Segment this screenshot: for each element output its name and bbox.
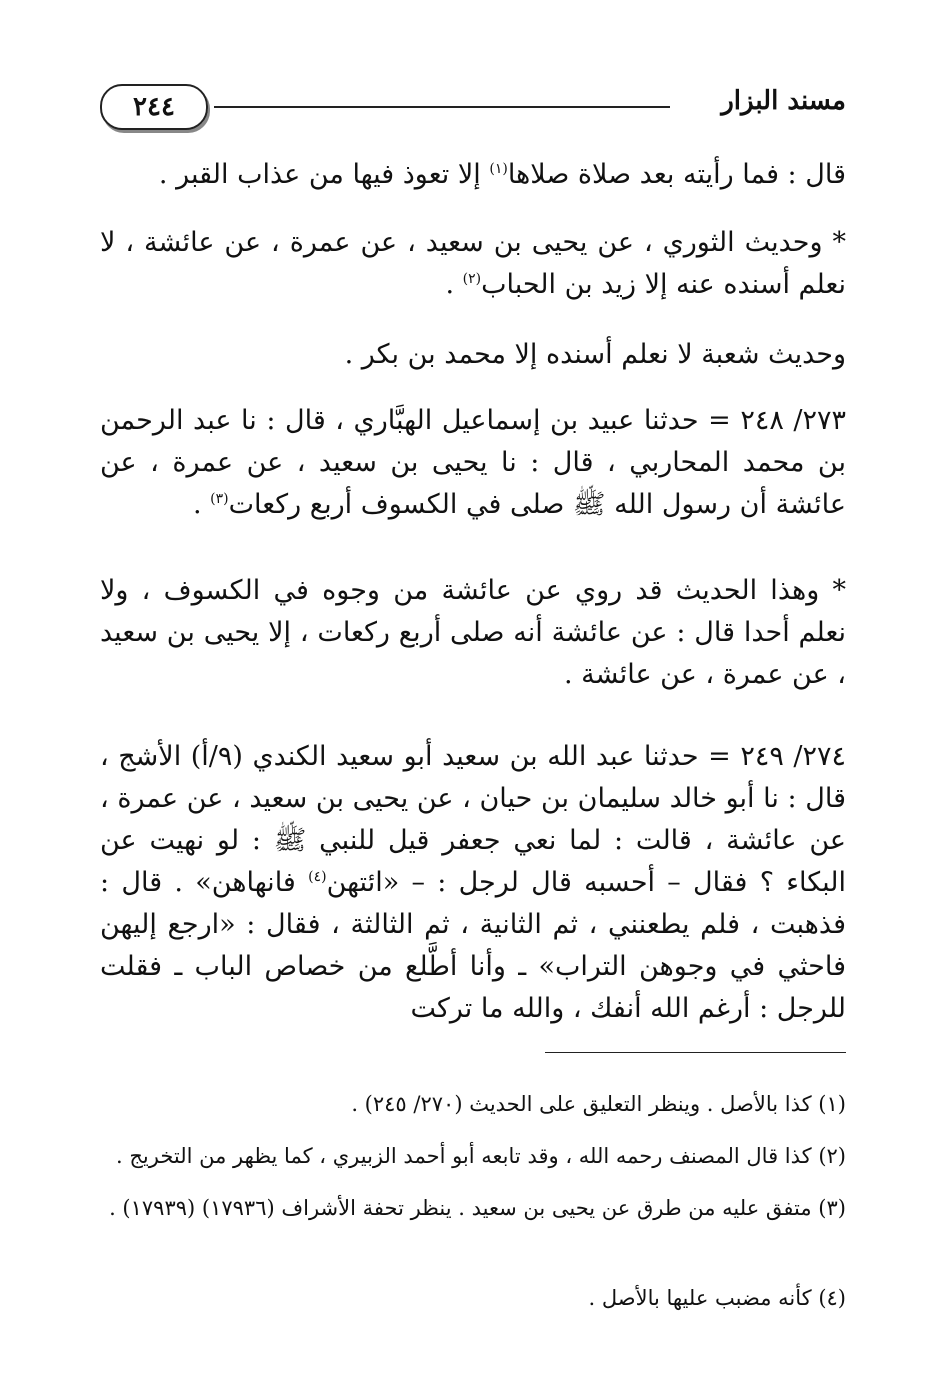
page-header: [100, 78, 846, 134]
running-title: مسند البزار: [721, 86, 846, 116]
page-number-badge: [100, 84, 208, 130]
footnote-marker: (١): [489, 161, 508, 177]
page-number: ٢٤٤: [133, 92, 175, 122]
paragraph-text: * وحديث الثوري ، عن يحيى بن سعيد ، عن عمرة ، عن عائشة ، لا نعلم أسنده عنه إلا زيد بن الحباب: [100, 227, 846, 300]
paragraph-1: [100, 154, 846, 196]
paragraph-text: قال : فما رأيته بعد صلاة صلاها: [507, 159, 846, 190]
paragraph-text: ٢٧٤/ ٢٤٩ = حدثنا عبد الله بن سعيد أبو سعيد الكندي (٩/أ) الأشج ، قال : نا أبو خالد سليمان بن حيان ، عن يحيى بن سعيد ، عن عمرة ، عن عائشة ، قالت : لما نعي جعفر قيل للنبي ﷺ : لو نهيت عن البكاء ؟ فقال – أحسبه قال لرجل : – «ائتهن: [100, 741, 847, 898]
paragraph-3: وحديث شعبة لا نعلم أسنده إلا محمد بن بكر .: [344, 339, 846, 370]
footnote-4: (٤) كأنه مضبب عليها بالأصل .: [588, 1286, 846, 1310]
header-rule: [214, 106, 670, 108]
paragraph-text: إلا تعوذ فيها من عذاب القبر .: [158, 159, 490, 190]
hadith-273: [100, 400, 846, 526]
paragraph-5: * وهذا الحديث قد روي عن عائشة من وجوه في الكسوف ، ولا نعلم أحدا قال : عن عائشة أنه صلى أربع ركعات ، إلا يحيى بن سعيد ، عن عمرة ، عن عائشة .: [100, 575, 846, 690]
hadith-274: [100, 736, 846, 1030]
footnote-marker: (٤): [308, 869, 327, 885]
paragraph-text: .: [192, 489, 211, 520]
paragraph-text: .: [445, 269, 463, 300]
footnote-separator: [545, 1052, 846, 1053]
paragraph-text: ٢٧٣/ ٢٤٨ = حدثنا عبيد بن إسماعيل الهبَّاري ، قال : نا عبد الرحمن بن محمد المحاربي ، قال : نا يحيى بن سعيد ، عن عمرة ، عن عائشة أن رسول الله ﷺ صلى في الكسوف أربع ركعات: [100, 405, 846, 520]
footnote-1: (١) كذا بالأصل . وينظر التعليق على الحديث (٢٧٠/ ٢٤٥) .: [351, 1092, 846, 1116]
footnote-marker: (٢): [462, 271, 482, 287]
paragraph-text: فانهاهن» . قال : فذهبت ، فلم يطعنني ، ثم الثانية ، ثم الثالثة ، فقال : «ارجع إليهن فاحثي في وجوهن التراب» ـ وأنا أطَّلع من خصاص الباب ـ فقلت للرجل : أرغم الله أنفك ، والله ما تركت: [100, 867, 846, 1024]
footnote-3: (٣) متفق عليه من طرق عن يحيى بن سعيد . ينظر تحفة الأشراف (١٧٩٣٦) (١٧٩٣٩) .: [109, 1196, 846, 1220]
footnote-marker: (٣): [210, 491, 229, 507]
paragraph-2: [100, 222, 846, 306]
footnote-2: (٢) كذا قال المصنف رحمه الله ، وقد تابعه أبو أحمد الزبيري ، كما يظهر من التخريج .: [116, 1144, 846, 1168]
